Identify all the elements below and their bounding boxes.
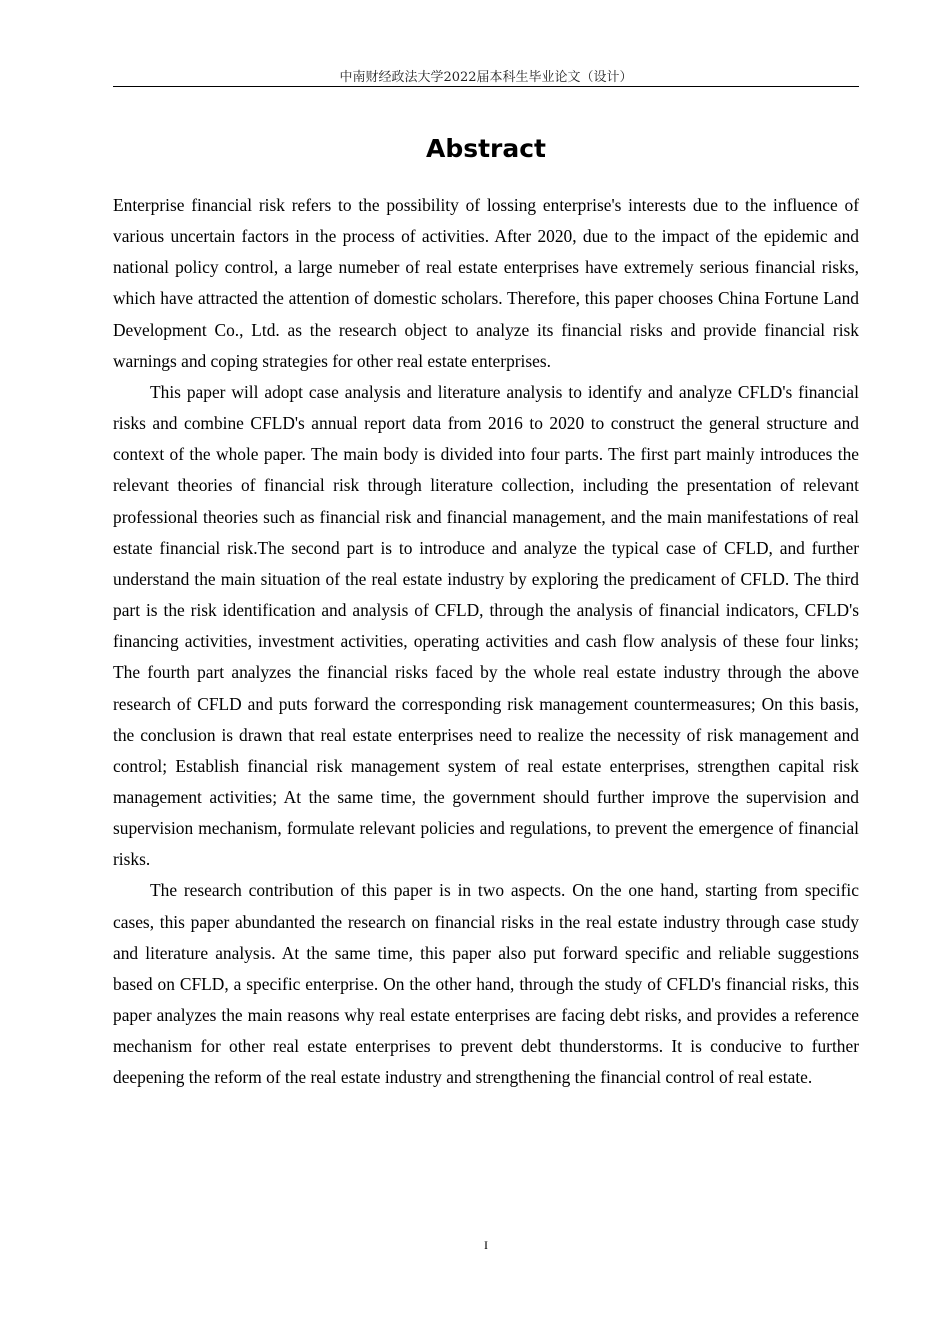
abstract-paragraph-1: Enterprise financial risk refers to the possibility of lossing enterprise's interests due to the influence of various uncertain factors in the process of activities. After 2020, due to the impact of the epidemic and national policy control, a large numeber of real estate enterprises have extremely serious financial risks, which have attracted the attention of domestic scholars. Therefore, this paper chooses China Fortune Land Development Co., Ltd. as the research object to analyze its financial risks and provide financial risk warnings and coping strategies for other real estate enterprises. — [113, 195, 859, 371]
running-header: 中南财经政法大学2022届本科生毕业论文（设计） — [339, 70, 633, 85]
abstract-body — [113, 190, 859, 1094]
page-number: I — [484, 1238, 488, 1252]
header-divider — [113, 86, 859, 87]
abstract-paragraph-3: The research contribution of this paper is in two aspects. On the one hand, starting from specific cases, this paper abundanted the research on financial risks in the real estate industry through case study and literature analysis. At the same time, this paper also put forward specific and reliable suggestions based on CFLD, a specific enterprise. On the other hand, through the study of CFLD's financial risks, this paper analyzes the main reasons why real estate enterprises are facing debt risks, and provides a reference mechanism for other real estate enterprises to prevent debt thunderstorms. It is conducive to further deepening the reform of the real estate industry and strengthening the financial control of real estate. — [113, 880, 859, 1088]
abstract-title: Abstract — [425, 134, 547, 163]
abstract-paragraph-2: This paper will adopt case analysis and literature analysis to identify and analyze CFLD's financial risks and combine CFLD's annual report data from 2016 to 2020 to construct the general structure and context of the whole paper. The main body is divided into four parts. The first part mainly introduces the relevant theories of financial risk through literature collection, including the presentation of relevant professional theories such as financial risk and financial management, and the main manifestations of real estate financial risk.The second part is to introduce and analyze the typical case of CFLD, and further understand the main situation of the real estate industry by exploring the predicament of CFLD. The third part is the risk identification and analysis of CFLD, through the analysis of financial indicators, CFLD's financing activities, investment activities, operating activities and cash flow analysis of these four links; The fourth part analyzes the financial risks faced by the whole real estate industry through the above research of CFLD and puts forward the corresponding risk management countermeasures; On this basis, the conclusion is drawn that real estate enterprises need to realize the necessity of risk management and control; Establish financial risk management system of real estate enterprises, strengthen capital risk management activities; At the same time, the government should further improve the supervision and supervision mechanism, formulate relevant policies and regulations, to prevent the emergence of financial risks. — [113, 381, 859, 870]
